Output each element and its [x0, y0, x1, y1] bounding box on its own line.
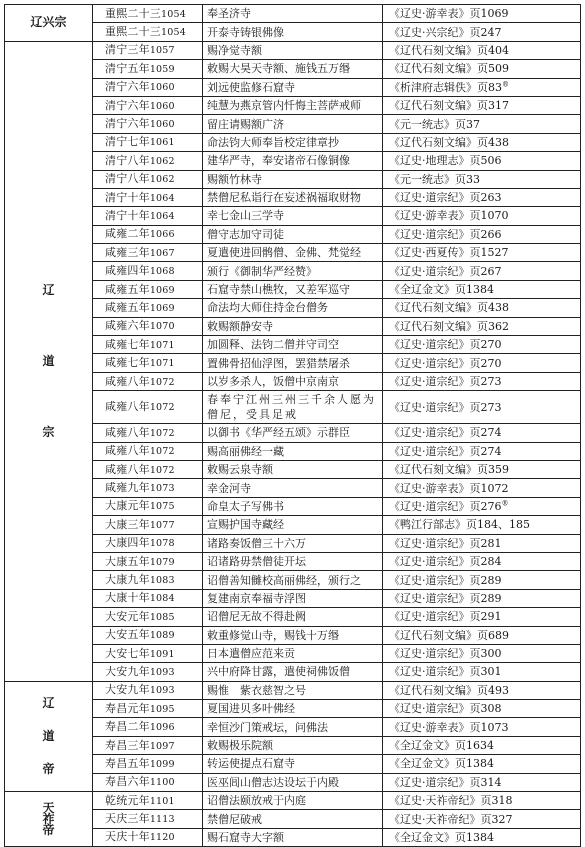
footnote-marker: ®: [501, 499, 509, 508]
event-cell: 纯慧为燕京管内忏悔主菩萨戒师: [203, 96, 383, 114]
era-year-cell: [93, 589, 203, 607]
era-name: 清宁十年: [105, 190, 150, 204]
source-cell: [383, 372, 581, 390]
era-year-cell: [93, 608, 203, 626]
source-cell: [383, 354, 581, 372]
era-year-cell: [93, 442, 203, 460]
era-name: 大康九年: [105, 573, 150, 587]
source-cell: [383, 442, 581, 460]
source-citation: 《全辽金文》页1384: [389, 283, 494, 297]
era-year-cell: [93, 700, 203, 718]
source-citation: 《辽史·兴宗纪》页247: [389, 25, 502, 39]
source-citation: 《辽史·道宗纪》页274: [389, 426, 502, 440]
source-citation: 《辽史·道宗纪》页314: [389, 775, 502, 789]
source-citation: 《辽代石刻文编》页317: [389, 99, 509, 113]
event-cell: 敕赐大昊天寺额、施钱五万缗: [203, 60, 383, 78]
event-cell: 建华严寺，奉安诸帝石像铜像: [203, 152, 383, 170]
era-year-cell: [93, 280, 203, 298]
table-row: [5, 681, 581, 699]
emperor-name: 天 祚 帝: [42, 800, 55, 837]
ad-year: 1060: [149, 82, 175, 94]
era-name: 咸雍八年: [105, 400, 150, 414]
source-cell: [383, 773, 581, 791]
era-year-cell: [93, 552, 203, 570]
ad-year: 1061: [149, 137, 175, 149]
source-cell: [383, 336, 581, 354]
era-year-cell: [93, 5, 203, 23]
ad-year: 1068: [149, 266, 175, 278]
emperor-cell: [5, 681, 93, 791]
source-cell: [383, 792, 581, 810]
era-name: 咸雍八年: [105, 444, 150, 458]
source-cell: [383, 608, 581, 626]
event-cell: 幸七金山三学寺: [203, 207, 383, 225]
era-name: 清宁六年: [105, 117, 150, 131]
document-page: [4, 4, 580, 844]
era-year-cell: [93, 133, 203, 151]
ad-year: 1057: [149, 45, 175, 57]
era-year-cell: [93, 225, 203, 243]
source-cell: [383, 626, 581, 644]
source-cell: [383, 571, 581, 589]
era-name: 大安五年: [105, 628, 150, 642]
ad-year: 1079: [149, 556, 175, 568]
source-cell: [383, 391, 581, 424]
event-cell: 敕赐云泉寺额: [203, 460, 383, 478]
source-citation: 《辽史·道宗纪》页289: [389, 573, 502, 587]
ad-year: 1089: [149, 630, 175, 642]
source-cell: [383, 280, 581, 298]
table-row: [5, 5, 581, 23]
source-cell: [383, 115, 581, 133]
era-year-cell: [93, 262, 203, 280]
source-cell: [383, 60, 581, 78]
source-cell: [383, 700, 581, 718]
source-cell: [383, 5, 581, 23]
event-cell: 赐净觉寺额: [203, 41, 383, 59]
ad-year: 1084: [149, 593, 175, 605]
ad-year: 1078: [149, 538, 175, 550]
source-citation: 《辽代石刻文编》页689: [389, 628, 509, 642]
source-citation: 《鸭江行部志》页184、185: [389, 518, 530, 532]
event-cell: 以御书《华严经五颂》示群臣: [203, 424, 383, 442]
source-cell: [383, 736, 581, 754]
source-cell: [383, 497, 581, 515]
event-cell: 春奉宁江州三州三千余人愿为僧尼，受具足戒: [203, 391, 383, 424]
source-citation: 《辽史·道宗纪》页301: [389, 665, 502, 679]
era-year-cell: [93, 497, 203, 515]
source-cell: [383, 534, 581, 552]
era-year-cell: [93, 152, 203, 170]
source-citation: 《辽代石刻文编》页404: [389, 43, 509, 57]
era-year-cell: [93, 479, 203, 497]
event-cell: 敕赐极乐院额: [203, 736, 383, 754]
era-name: 咸雍八年: [105, 374, 150, 388]
source-citation: 《辽史·游幸表》页1073: [389, 720, 509, 734]
source-cell: [383, 681, 581, 699]
era-year-cell: [93, 391, 203, 424]
era-year-cell: [93, 424, 203, 442]
event-cell: 夏遣使进回鹘僧、金佛、梵觉经: [203, 244, 383, 262]
source-citation: 《辽史·道宗纪》页273: [389, 400, 502, 414]
ad-year: 1067: [149, 247, 175, 259]
ad-year: 1071: [149, 339, 175, 351]
era-year-cell: [93, 336, 203, 354]
era-year-cell: [93, 773, 203, 791]
era-year-cell: [93, 354, 203, 372]
event-cell: 诸路奏饭僧三十六万: [203, 534, 383, 552]
event-cell: 奉圣济寺: [203, 5, 383, 23]
event-cell: 诏僧善知雠校高丽佛经，颁行之: [203, 571, 383, 589]
ad-year: 1062: [149, 174, 175, 186]
era-name: 清宁八年: [105, 172, 150, 186]
era-name: 大康十年: [105, 591, 150, 605]
source-cell: [383, 152, 581, 170]
source-cell: [383, 96, 581, 114]
era-name: 大康元年: [105, 499, 150, 513]
source-cell: [383, 424, 581, 442]
ad-year: 1060: [149, 119, 175, 131]
event-cell: 僧守志加守司徒: [203, 225, 383, 243]
table-row: [5, 792, 581, 810]
source-citation: 《辽史·道宗纪》页273: [389, 375, 502, 388]
ad-year: 1059: [149, 63, 175, 75]
era-name: 大安元年: [105, 609, 150, 623]
event-cell: 禁僧尼破戒: [203, 810, 383, 828]
era-year-cell: [93, 460, 203, 478]
ad-year: 1069: [149, 302, 175, 314]
era-name: 乾统元年: [105, 793, 150, 807]
source-citation: 《辽代石刻文编》页438: [389, 135, 509, 149]
source-cell: [383, 188, 581, 206]
ad-year: 1091: [149, 648, 175, 660]
era-name: 咸雍九年: [105, 481, 150, 495]
era-name: 大安九年: [105, 683, 150, 697]
era-name: 咸雍七年: [105, 356, 150, 370]
source-cell: [383, 663, 581, 681]
era-year-cell: [93, 60, 203, 78]
ad-year: 1054: [161, 27, 186, 39]
era-name: 清宁三年: [105, 43, 150, 57]
era-name: 清宁五年: [105, 61, 150, 75]
ad-year: 1072: [149, 446, 175, 458]
era-name: 咸雍四年: [105, 264, 150, 278]
source-citation: 《辽史·道宗纪》页281: [389, 536, 502, 550]
ad-year: 1064: [149, 192, 175, 204]
event-cell: 颁行《御制华严经赞》: [203, 262, 383, 280]
source-citation: 《辽史·地理志》页506: [389, 154, 502, 168]
source-citation: 《辽史·道宗纪》页266: [389, 227, 502, 241]
event-cell: 敕赐额静安寺: [203, 317, 383, 335]
event-cell: 石窟寺禁山樵牧，又差军巡守: [203, 280, 383, 298]
era-name: 咸雍五年: [105, 282, 150, 296]
source-cell: [383, 589, 581, 607]
era-name: 天庆三年: [105, 812, 150, 826]
source-cell: [383, 479, 581, 497]
ad-year: 1093: [149, 666, 175, 678]
event-cell: 置佛骨招仙浮图，罢猎禁屠杀: [203, 354, 383, 372]
source-citation: 《辽史·西夏传》页1527: [389, 246, 509, 260]
era-year-cell: [93, 372, 203, 390]
event-cell: 命皇太子写佛书: [203, 497, 383, 515]
ad-year: 1072: [149, 376, 175, 388]
ad-year: 1072: [149, 402, 175, 414]
era-name: 清宁八年: [105, 153, 150, 167]
ad-year: 1072: [149, 427, 175, 439]
era-year-cell: [93, 755, 203, 773]
source-citation: 《辽史·道宗纪》页263: [389, 191, 502, 205]
event-cell: 诏僧法颐放戒于内庭: [203, 792, 383, 810]
source-cell: [383, 207, 581, 225]
era-name: 大康三年: [105, 517, 150, 531]
era-year-cell: [93, 41, 203, 59]
era-name: 咸雍三年: [105, 245, 150, 259]
source-cell: [383, 516, 581, 534]
event-cell: 复建南京奉福寺浮图: [203, 589, 383, 607]
ad-year: 1101: [149, 795, 175, 807]
ad-year: 1096: [149, 722, 175, 734]
event-cell: 命法均大师住持金台僧务: [203, 299, 383, 317]
source-cell: [383, 644, 581, 662]
ad-year: 1073: [149, 483, 175, 495]
event-cell: 加圆释、法钧二僧并守司空: [203, 336, 383, 354]
era-name: 清宁十年: [105, 208, 150, 222]
era-name: 大康五年: [105, 554, 150, 568]
source-cell: [383, 78, 581, 96]
ad-year: 1113: [149, 814, 175, 826]
ad-year: 1097: [149, 740, 175, 752]
source-cell: [383, 41, 581, 59]
era-year-cell: [93, 828, 203, 846]
ad-year: 1075: [149, 501, 175, 513]
event-cell: 以岁多杀人，饭僧中京南京: [203, 372, 383, 390]
source-citation: 《辽史·道宗纪》页289: [389, 591, 502, 605]
source-citation: 《辽史·道宗纪》页300: [389, 647, 502, 661]
ad-year: 1120: [149, 832, 175, 844]
source-cell: [383, 299, 581, 317]
emperor-cell: [5, 41, 93, 681]
era-year-cell: [93, 626, 203, 644]
event-cell: 幸恒沙门策戒坛，问佛法: [203, 718, 383, 736]
source-citation: 《辽史·道宗纪》页267: [389, 264, 502, 278]
event-cell: 敕重修觉山寺，赐钱十万缗: [203, 626, 383, 644]
ad-year: 1099: [149, 758, 175, 770]
era-year-cell: [93, 644, 203, 662]
ad-year: 1069: [149, 284, 175, 296]
era-year-cell: [93, 78, 203, 96]
emperor-name: 辽 道 帝: [42, 695, 55, 776]
source-citation: 《辽代石刻文编》页362: [389, 319, 509, 333]
era-name: 咸雍八年: [105, 462, 150, 476]
source-cell: [383, 317, 581, 335]
era-name: 寿昌元年: [105, 701, 150, 715]
event-cell: 诏诸路毋禁僧徒开坛: [203, 552, 383, 570]
source-citation: 《辽史·道宗纪》页291: [389, 610, 502, 624]
source-citation: 《元一统志》页33: [389, 172, 480, 186]
era-year-cell: [93, 96, 203, 114]
ad-year: 1071: [149, 358, 175, 370]
event-cell: 夏国进贝多叶佛经: [203, 700, 383, 718]
event-cell: 禁僧尼私诣行在妄述祸福取财物: [203, 188, 383, 206]
event-cell: 刘远使监修石窟寺: [203, 78, 383, 96]
ad-year: 1054: [161, 8, 186, 20]
source-cell: [383, 262, 581, 280]
source-citation: 《辽史·道宗纪》页270: [389, 356, 502, 370]
era-name: 咸雍七年: [105, 337, 150, 351]
source-citation: 《辽代石刻文编》页493: [389, 683, 509, 697]
era-year-cell: [93, 571, 203, 589]
era-name: 天庆十年: [105, 830, 150, 844]
era-year-cell: [93, 792, 203, 810]
event-cell: 赐额竹林寺: [203, 170, 383, 188]
source-citation: 《全辽金文》页1384: [389, 830, 494, 844]
ad-year: 1100: [149, 777, 175, 789]
event-cell: 留庄请赐额广济: [203, 115, 383, 133]
source-citation: 《辽代石刻文编》页438: [389, 301, 509, 315]
era-name: 寿昌三年: [105, 738, 150, 752]
era-year-cell: [93, 516, 203, 534]
table-body: [5, 5, 581, 847]
era-name: 清宁六年: [105, 80, 150, 94]
era-name: 重熙二十三: [105, 6, 161, 20]
era-year-cell: [93, 170, 203, 188]
emperor-name: 辽兴宗: [30, 15, 67, 30]
source-citation: 《辽史·道宗纪》页284: [389, 555, 502, 569]
era-name: 清宁六年: [105, 98, 150, 112]
event-cell: 幸金河寺: [203, 479, 383, 497]
ad-year: 1066: [149, 229, 175, 241]
era-name: 咸雍五年: [105, 300, 150, 314]
era-name: 大安七年: [105, 646, 150, 660]
ad-year: 1093: [149, 685, 175, 697]
event-cell: 命法钧大师奉旨校定律章抄: [203, 133, 383, 151]
era-year-cell: [93, 681, 203, 699]
event-cell: 转运使提点石窟寺: [203, 755, 383, 773]
source-citation: 《辽史·天祚帝纪》页327: [389, 812, 513, 826]
era-year-cell: [93, 244, 203, 262]
era-name: 寿昌六年: [105, 775, 150, 789]
ad-year: 1064: [149, 210, 175, 222]
event-cell: 日本遣僧应范来贡: [203, 644, 383, 662]
ad-year: 1070: [149, 321, 175, 333]
table-row: [5, 41, 581, 59]
era-year-cell: [93, 317, 203, 335]
source-cell: [383, 23, 581, 41]
era-name: 重熙二十三: [105, 25, 161, 39]
event-cell: 赐高丽佛经一藏: [203, 442, 383, 460]
event-cell: 开泰寺铸银佛像: [203, 23, 383, 41]
event-cell: 医巫闾山僧志达设坛于内殿: [203, 773, 383, 791]
event-cell: 宣赐护国寺藏经: [203, 516, 383, 534]
event-cell: 兴中府降甘露，遣使祠佛饭僧: [203, 663, 383, 681]
event-cell: 赐石窟寺大字额: [203, 828, 383, 846]
ad-year: 1077: [149, 519, 175, 531]
ad-year: 1060: [149, 100, 175, 112]
era-name: 大康四年: [105, 536, 150, 550]
source-citation: 《辽史·天祚帝纪》页318: [389, 794, 513, 808]
source-cell: [383, 755, 581, 773]
source-citation: 《辽史·游幸表》页1072: [389, 481, 509, 495]
era-name: 咸雍八年: [105, 425, 150, 439]
source-citation: 《辽史·道宗纪》页308: [389, 702, 502, 716]
source-cell: [383, 460, 581, 478]
era-year-cell: [93, 207, 203, 225]
ad-year: 1062: [149, 155, 175, 167]
source-cell: [383, 170, 581, 188]
chronology-table: [4, 4, 581, 847]
era-name: 咸雍六年: [105, 319, 150, 333]
emperor-cell: [5, 792, 93, 847]
era-name: 清宁七年: [105, 135, 150, 149]
era-year-cell: [93, 736, 203, 754]
source-citation: 《辽史·游幸表》页1069: [389, 7, 509, 21]
source-citation: 《辽代石刻文编》页509: [389, 62, 509, 76]
era-name: 寿昌二年: [105, 720, 150, 734]
source-cell: [383, 133, 581, 151]
era-year-cell: [93, 115, 203, 133]
source-citation: 《全辽金文》页1634: [389, 739, 494, 753]
era-year-cell: [93, 534, 203, 552]
source-cell: [383, 552, 581, 570]
source-citation: 《辽史·道宗纪》页270: [389, 338, 502, 352]
era-name: 咸雍二年: [105, 227, 150, 241]
ad-year: 1072: [149, 464, 175, 476]
source-citation: 《析津府志辑佚》页83: [389, 80, 502, 94]
source-citation: 《辽代石刻文编》页359: [389, 463, 509, 477]
source-citation: 《全辽金文》页1384: [389, 757, 494, 771]
emperor-name: 辽 道 宗: [42, 282, 55, 439]
emperor-cell: [5, 5, 93, 42]
era-year-cell: [93, 23, 203, 41]
source-citation: 《辽史·游幸表》页1070: [389, 209, 509, 223]
era-year-cell: [93, 299, 203, 317]
ad-year: 1095: [149, 703, 175, 715]
footnote-marker: ®: [502, 80, 509, 89]
era-name: 大安九年: [105, 664, 150, 678]
event-cell: 诏僧尼无故不得赴阙: [203, 608, 383, 626]
source-cell: [383, 828, 581, 846]
era-name: 寿昌五年: [105, 756, 150, 770]
source-cell: [383, 225, 581, 243]
source-citation: 《元一统志》页37: [389, 117, 480, 131]
event-cell: 赐惟 紫衣慈智之号: [203, 681, 383, 699]
era-year-cell: [93, 188, 203, 206]
source-citation: 《辽史·道宗纪》页276: [389, 499, 502, 513]
ad-year: 1085: [149, 611, 175, 623]
ad-year: 1083: [149, 575, 175, 587]
era-year-cell: [93, 810, 203, 828]
source-cell: [383, 244, 581, 262]
era-year-cell: [93, 663, 203, 681]
source-citation: 《辽史·道宗纪》页274: [389, 444, 502, 458]
source-cell: [383, 810, 581, 828]
